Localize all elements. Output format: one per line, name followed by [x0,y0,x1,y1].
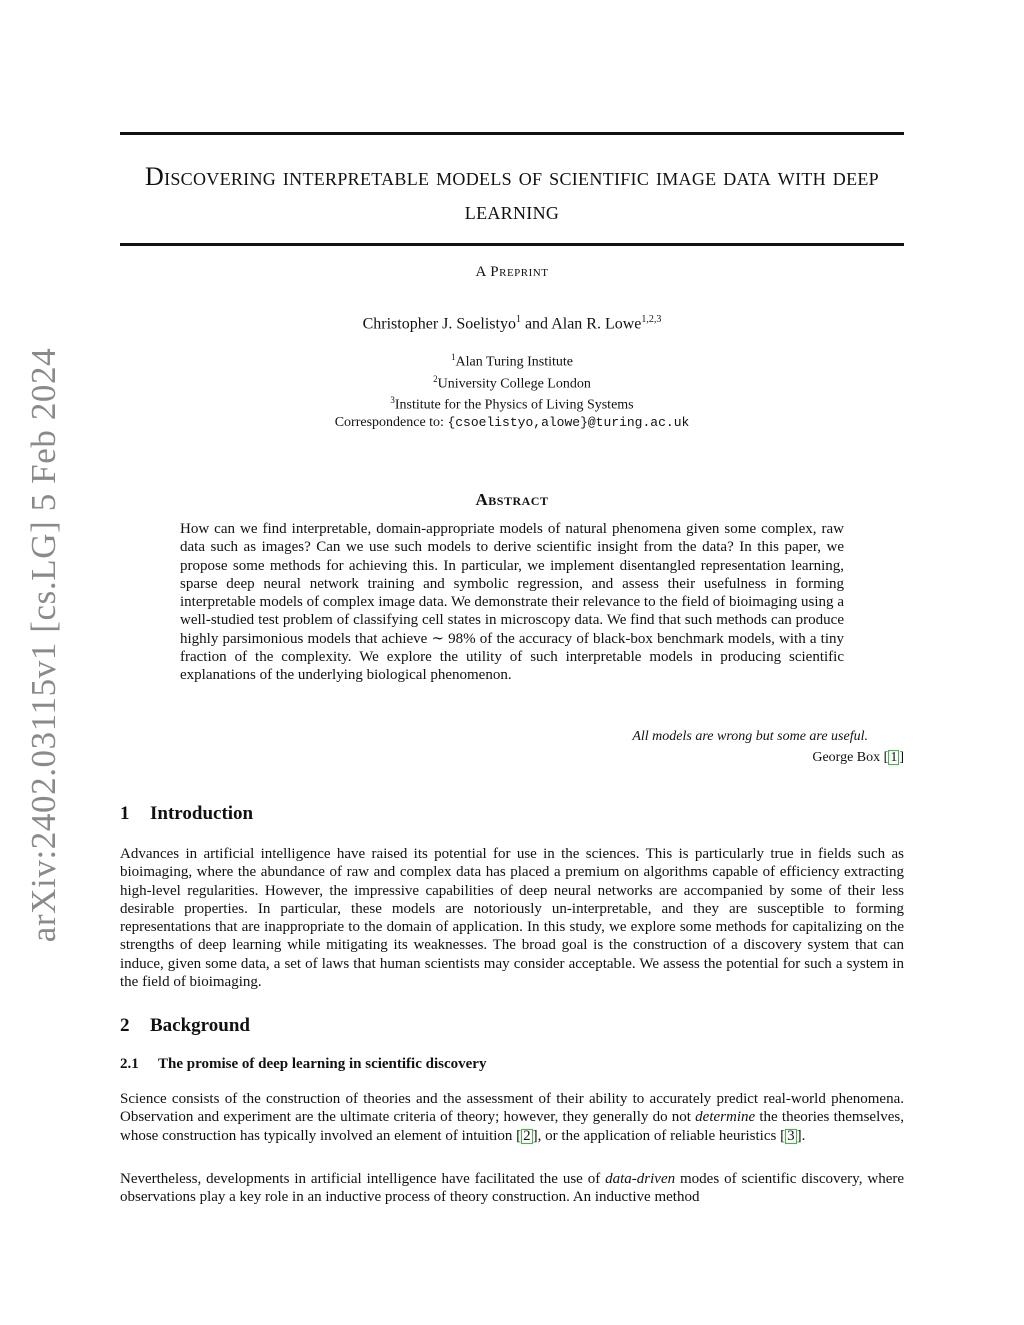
correspondence-label: Correspondence to: [334,414,444,430]
background-paragraph-2 [120,1170,904,1207]
section-title: Introduction [150,803,254,824]
citation-link[interactable]: 3 [787,1127,795,1144]
affiliation-number: 1 [451,352,456,362]
section-number: 2 [120,1015,130,1036]
affiliation-name: Alan Turing Institute [455,354,573,370]
affiliation-line [120,349,904,371]
affiliation-number: 2 [433,373,438,384]
emphasis-text: data-driven [605,1171,676,1187]
author-affil-mark: 1,2,3 [641,314,662,325]
text-run: the theories themselves, whose construction has typically involved an element of intuition [120,1109,904,1144]
affiliation-name: Institute for the Physics of Living Systems [394,397,634,413]
background-paragraph-1: Science consists of the construction of theories and the assessment of their ability to accurately predict real-world phenomena. Observation and experiment are the ultimate criteria of theory; however, they generally do not determine the theories themselves, whose construction has typically involved an element of intuition [ 2 ], or the application of reliable heuristics [ 3 ]. [120,1091,904,1144]
citation-link[interactable]: 2 [523,1127,531,1144]
section-heading-background [120,1015,250,1037]
affiliation-line [120,392,904,414]
title-rule-bottom [120,243,904,246]
text-run: Nevertheless, developments in artificial intelligence have facilitated the use of [120,1171,606,1187]
author-conjunction: and [524,315,549,333]
author-list [120,314,904,333]
author-name: Christopher J. Soelistyo [362,315,516,333]
affiliation-number: 3 [390,395,395,406]
section-title: Background [150,1015,250,1036]
text-run: modes of scientific discovery, where observations play a key role in an inductive process of theory construction. An inductive method [120,1171,905,1206]
text-run: . [801,1127,806,1144]
section-number: 1 [120,803,130,824]
correspondence-email[interactable]: {csoelistyo,alowe}@turing.ac.uk [447,414,690,430]
text-run: , or the application of reliable heuristics [537,1127,781,1144]
affiliations [120,349,904,431]
abstract-text: How can we find interpretable, domain-appropriate models of natural phenomena given some complex, raw data such as images? Can we use such models to derive scientific insight from the data? In this paper, we propose some methods for achieving this. In particular, we implement disentangled representation learning, sparse deep neural network training and symbolic regression, and assess their usefulness in forming interpretable models of complex image data. We demonstrate their relevance to the field of bioimaging using a well-studied test problem of classifying cell states in microscopy data. We find that such methods can produce highly parsimonious models that achieve ∼ 98% of the accuracy of black-box benchmark models, with a tiny fraction of the complexity. We explore the utility of such interpretable models in producing scientific explanations of the underlying biological phenomenon. [180,521,844,684]
epigraph-attribution: George Box [ 1 ] [812,750,904,765]
correspondence-line [120,414,904,431]
author-name: Alan R. Lowe [551,315,642,333]
section-heading-introduction [120,803,253,825]
preprint-label: A Preprint [475,264,549,280]
subsection-number: 2.1 [120,1056,139,1072]
arxiv-identifier: arXiv:2402.03115v1 [cs.LG] 5 Feb 2024 [24,347,63,943]
epigraph-author: George Box [812,750,881,765]
emphasis-text: determine [695,1109,756,1126]
author-affil-mark: 1 [515,314,521,325]
epigraph-quote: All models are wrong but some are useful. [632,729,868,744]
affiliation-name: University College London [437,376,591,392]
text-run: Science consists of the construction of theories and the assessment of their ability to accurately predict real-world phenomena. Observation and experiment are the ultimate criteria of theory; however, they generally do not [120,1091,904,1126]
paper-title: Discovering interpretable models of scientific image data with deep learning [145,162,879,225]
affiliation-line [120,371,904,393]
introduction-paragraph: Advances in artificial intelligence have raised its potential for use in the sciences. This is particularly true in fields such as bioimaging, where the abundance of raw and complex data has placed a premium on algorithms capable of efficiency extracting high-level regularities. However, the impressive capabilities of deep neural networks are accompanied by some of their less desirable properties. In particular, these models are notoriously un-interpretable, and they are susceptible to forming representations that are inappropriate to the domain of application. In this study, we explore some methods for capitalizing on the strengths of deep learning while mitigating its weaknesses. The broad goal is the construction of a discovery system that can induce, given some data, a set of laws that human scientists may consider acceptable. We assess the potential for such a system in the field of bioimaging. [120,846,904,991]
citation-link[interactable]: 1 [890,750,898,765]
subsection-heading [120,1056,486,1073]
abstract-heading: Abstract [475,490,549,509]
title-rule-top [120,132,904,135]
subsection-title: The promise of deep learning in scientific discovery [158,1056,487,1072]
